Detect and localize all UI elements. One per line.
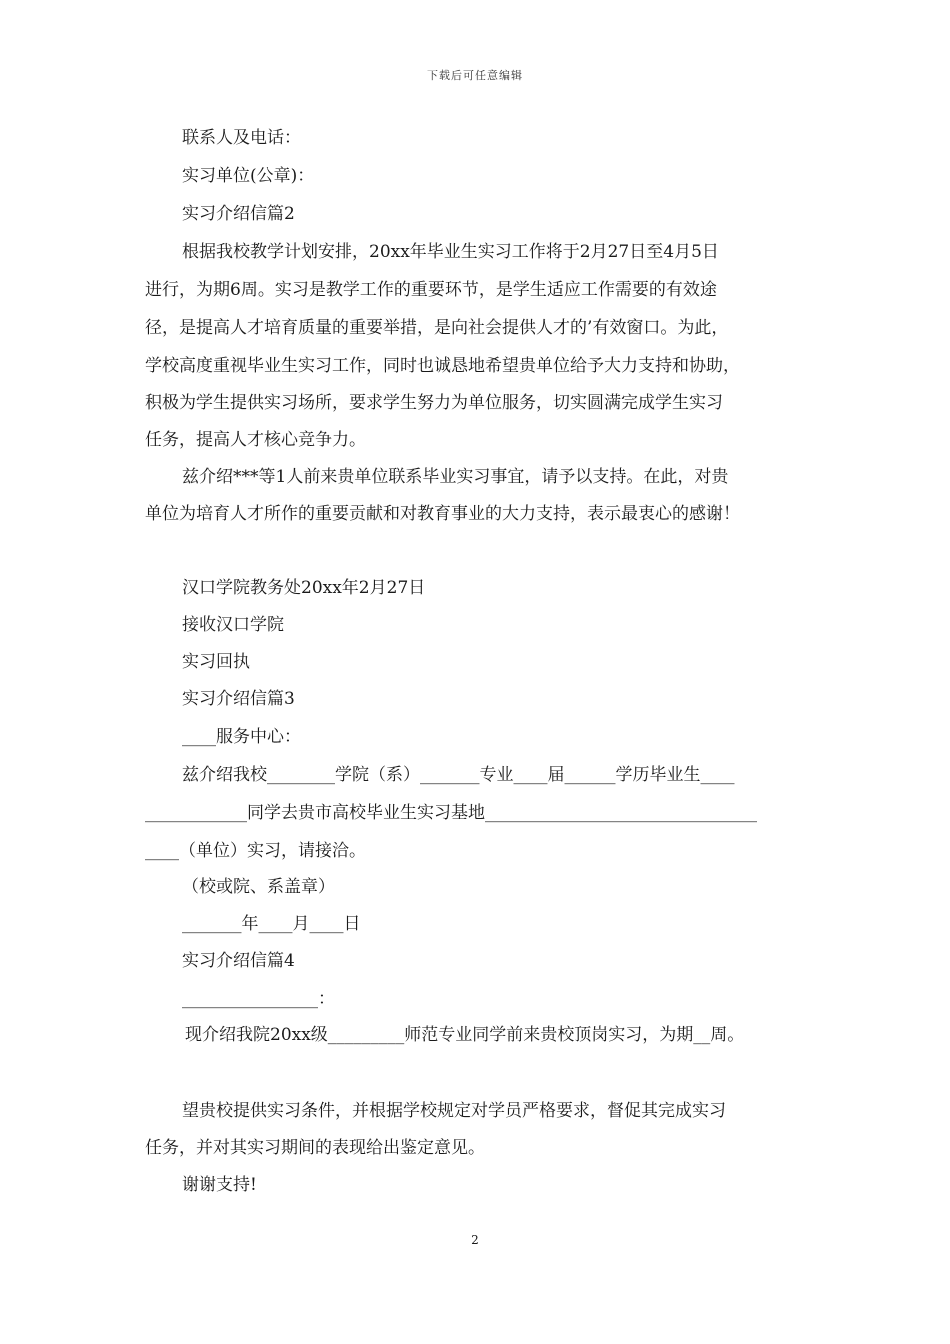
form-line: ____（单位）实习，请接洽。: [145, 841, 366, 861]
section-title-4: 实习介绍信篇4: [182, 951, 295, 971]
seal-line: （校或院、系盖章）: [182, 877, 335, 897]
date-blank-line: _______年____月____日: [182, 914, 361, 934]
paragraph-line: 兹介绍***等1人前来贵单位联系毕业实习事宜，请予以支持。在此，对贵: [182, 467, 729, 487]
salutation-line: ____服务中心：: [182, 727, 301, 747]
receiver-line: 接收汉口学院: [182, 615, 284, 635]
paragraph-line: 单位为培育人才所作的重要贡献和对教育事业的大力支持，表示最衷心的感谢！: [145, 504, 740, 524]
paragraph-line: 现介绍我院20xx级_________师范专业同学前来贵校顶岗实习，为期__周。: [185, 1025, 745, 1045]
page-number: 2: [471, 1233, 479, 1247]
section-title-3: 实习介绍信篇3: [182, 689, 295, 709]
contact-line: 联系人及电话：: [182, 128, 301, 148]
form-line: 兹介绍我校________学院（系）_______专业____届______学历毕业生____: [182, 765, 735, 785]
paragraph-line: 任务，并对其实习期间的表现给出鉴定意见。: [145, 1138, 485, 1158]
thanks-line: 谢谢支持!: [182, 1175, 257, 1195]
form-line: ____________同学去贵市高校毕业生实习基地________________________________: [145, 803, 757, 823]
unit-seal-line: 实习单位(公章)：: [182, 166, 315, 186]
paragraph-line: 径，是提高人才培育质量的重要举措，是向社会提供人才的’有效窗口。为此，: [145, 318, 729, 338]
paragraph-line: 进行，为期6周。实习是教学工作的重要环节，是学生适应工作需要的有效途: [145, 280, 717, 300]
signature-date-line: 汉口学院教务处20xx年2月27日: [182, 578, 426, 598]
paragraph-line: 根据我校教学计划安排，20xx年毕业生实习工作将于2月27日至4月5日: [182, 242, 719, 262]
section-title-2: 实习介绍信篇2: [182, 204, 295, 224]
paragraph-line: 学校高度重视毕业生实习工作，同时也诚恳地希望贵单位给予大力支持和协助，: [145, 356, 740, 376]
paragraph-line: 任务，提高人才核心竞争力。: [145, 430, 366, 450]
page-header: 下载后可任意编辑: [427, 69, 523, 82]
paragraph-line: 望贵校提供实习条件，并根据学校规定对学员严格要求，督促其完成实习: [182, 1101, 726, 1121]
receipt-title: 实习回执: [182, 652, 250, 672]
recipient-blank-line: ________________：: [182, 989, 335, 1009]
paragraph-line: 积极为学生提供实习场所，要求学生努力为单位服务，切实圆满完成学生实习: [145, 393, 723, 413]
